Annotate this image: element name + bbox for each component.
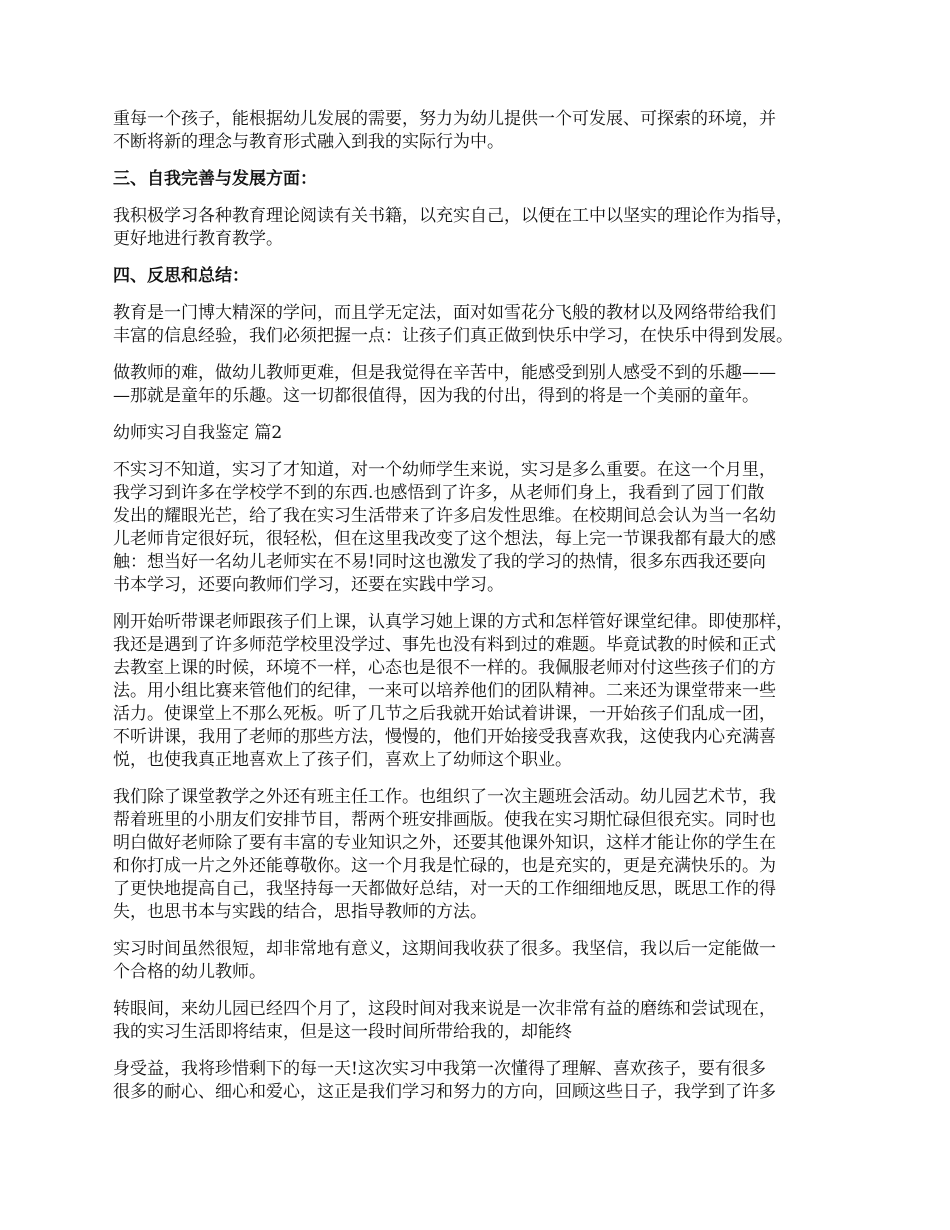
text-line: 发出的耀眼光芒，给了我在实习生活带来了许多启发性思维。在校期间总会认为当一名幼	[113, 506, 776, 526]
text-line: 明白做好老师除了要有丰富的专业知识之外，还要其他课外知识，这样才能让你的学生在	[113, 833, 776, 853]
text-line: 活力。使课堂上不那么死板。听了几节之后我就开始试着讲课，一开始孩子们乱成一团，	[113, 704, 776, 724]
paragraph	[113, 786, 853, 924]
text-line: 了更快地提高自己，我坚持每一天都做好总结，对一天的工作细细地反思，既思工作的得	[113, 879, 776, 899]
text-line: 刚开始听带课老师跟孩子们上课，认真学习她上课的方式和怎样管好课堂纪律。即使那样，	[113, 612, 793, 632]
paragraph	[113, 205, 853, 251]
text-line: 我的实习生活即将结束，但是这一段时间所带给我的，却能终	[113, 1022, 572, 1042]
text-line: 丰富的信息经验，我们必须把握一点：让孩子们真正做到快乐中学习，在快乐中得到发展。	[113, 326, 793, 346]
text-line: 和你打成一片之外还能尊敬你。这一个月我是忙碌的，也是充实的，更是充满快乐的。为	[113, 856, 776, 876]
text-line: 书本学习，还要向教师们学习，还要在实践中学习。	[113, 575, 504, 595]
text-line: 三、自我完善与发展方面：	[113, 169, 317, 189]
text-line: 我学习到许多在学校学不到的东西.也感悟到了许多，从老师们身上，我看到了园丁们散	[113, 483, 765, 503]
text-line: 转眼间，来幼儿园已经四个月了，这段时间对我来说是一次非常有益的磨练和尝试现在，	[113, 999, 776, 1019]
paragraph	[113, 459, 853, 597]
text-line: 悦，也使我真正地喜欢上了孩子们，喜欢上了幼师这个职业。	[113, 750, 572, 770]
paragraph	[113, 362, 853, 408]
text-line: 触：想当好一名幼儿老师实在不易!同时这也激发了我的学习的热情，很多东西我还要向	[113, 552, 766, 572]
text-line: 很多的耐心、细心和爱心，这正是我们学习和努力的方向，回顾这些日子，我学到了许多	[113, 1082, 776, 1102]
text-line: 幼师实习自我鉴定 篇2	[113, 423, 283, 443]
text-line: 四、反思和总结：	[113, 266, 249, 286]
text-line: —那就是童年的乐趣。这一切都很值得，因为我的付出，得到的将是一个美丽的童年。	[113, 386, 759, 406]
text-line: 法。用小组比赛来管他们的纪律，一来可以培养他们的团队精神。二来还为课堂带来一些	[113, 681, 776, 701]
text-line: 不实习不知道，实习了才知道，对一个幼师学生来说，实习是多么重要。在这一个月里，	[113, 460, 776, 480]
text-line: 教育是一门博大精深的学问，而且学无定法，面对如雪花分飞般的教材以及网络带给我们	[113, 303, 776, 323]
text-line: 帮着班里的小朋友们安排节目，帮两个班安排画版。使我在实习期忙碌但很充实。同时也	[113, 810, 776, 830]
paragraph	[113, 302, 853, 348]
paragraph	[113, 611, 853, 772]
section-heading	[113, 265, 853, 288]
text-line: 我积极学习各种教育理论阅读有关书籍，以充实自己，以便在工中以坚实的理论作为指导，	[113, 206, 793, 226]
text-line: 我还是遇到了许多师范学校里没学过、事先也没有料到过的难题。毕竟试教的时候和正式	[113, 635, 776, 655]
text-line: 实习时间虽然很短，却非常地有意义，这期间我收获了很多。我坚信，我以后一定能做一	[113, 939, 776, 959]
text-line: 不听讲课，我用了老师的那些方法，慢慢的，他们开始接受我喜欢我，这使我内心充满喜	[113, 727, 776, 747]
text-line: 儿老师肯定很好玩，很轻松，但在这里我改变了这个想法，每上完一节课我都有最大的感	[113, 529, 776, 549]
paragraph	[113, 998, 853, 1044]
document-page	[113, 108, 853, 1118]
text-line: 做教师的难，做幼儿教师更难，但是我觉得在辛苦中，能感受到别人感受不到的乐趣——	[113, 363, 776, 383]
text-line: 身受益，我将珍惜剩下的每一天!这次实习中我第一次懂得了理解、喜欢孩子，要有很多	[113, 1059, 766, 1079]
text-line: 重每一个孩子，能根据幼儿发展的需要，努力为幼儿提供一个可发展、可探索的环境，并	[113, 109, 776, 129]
text-line: 个合格的幼儿教师。	[113, 962, 266, 982]
paragraph	[113, 108, 853, 154]
text-line: 我们除了课堂教学之外还有班主任工作。也组织了一次主题班会活动。幼儿园艺术节，我	[113, 787, 776, 807]
text-line: 去教室上课的时候，环境不一样，心态也是很不一样的。我佩服老师对付这些孩子们的方	[113, 658, 776, 678]
paragraph	[113, 938, 853, 984]
paragraph	[113, 1058, 853, 1104]
text-line: 更好地进行教育教学。	[113, 229, 283, 249]
text-line: 失，也思书本与实践的结合，思指导教师的方法。	[113, 902, 487, 922]
article-subtitle	[113, 422, 853, 445]
section-heading	[113, 168, 853, 191]
text-line: 不断将新的理念与教育形式融入到我的实际行为中。	[113, 132, 504, 152]
